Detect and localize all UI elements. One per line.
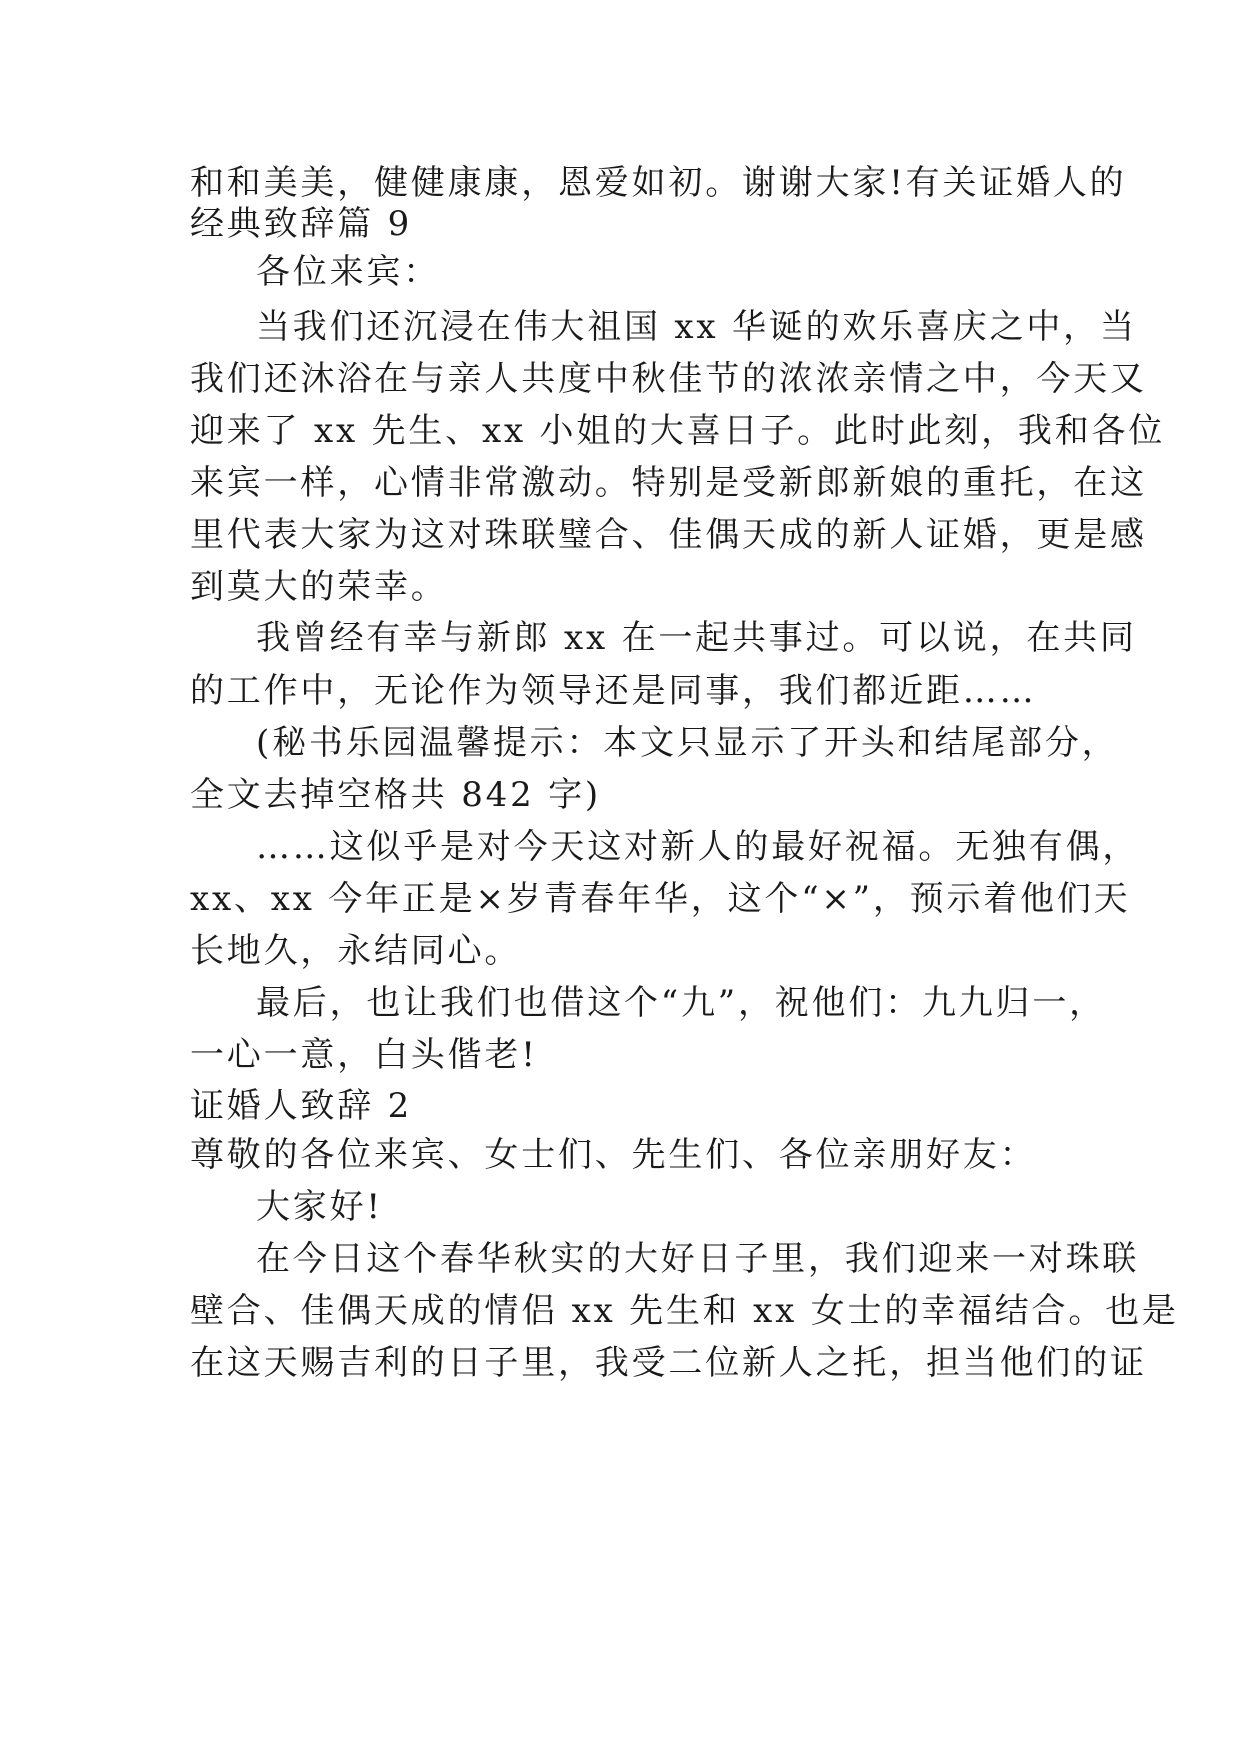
paragraph-line: 一心一意，白头偕老!: [190, 1035, 538, 1075]
section-heading: 证婚人致辞 2: [190, 1086, 413, 1126]
paragraph-line: 长地久，永结同心。: [190, 931, 522, 971]
paragraph-line: 壁合、佳偶天成的情侣 xx 先生和 xx 女士的幸福结合。也是: [190, 1291, 1179, 1331]
paragraph-line: 里代表大家为这对珠联璧合、佳偶天成的新人证婚，更是感: [190, 515, 1147, 555]
salutation: 各位来宾：: [256, 252, 440, 292]
paragraph-line: 在这天赐吉利的日子里，我受二位新人之托，担当他们的证: [190, 1343, 1147, 1383]
paragraph-line: ……这似乎是对今天这对新人的最好祝福。无独有偶，: [256, 827, 1140, 867]
paragraph-line: 来宾一样，心情非常激动。特别是受新郎新娘的重托，在这: [190, 463, 1147, 503]
paragraph-line: 和和美美，健健康康，恩爱如初。谢谢大家!有关证婚人的: [190, 163, 1127, 203]
notice-line: 全文去掉空格共 842 字): [190, 775, 601, 815]
paragraph-line: 我们还沐浴在与亲人共度中秋佳节的浓浓亲情之中，今天又: [190, 359, 1147, 399]
paragraph-line: 当我们还沉浸在伟大祖国 xx 华诞的欢乐喜庆之中，当: [256, 307, 1137, 347]
paragraph-line: 最后，也让我们也借这个“九”，祝他们：九九归一，: [256, 983, 1106, 1023]
paragraph-line: xx、xx 今年正是×岁青春年华，这个“×”，预示着他们天: [190, 879, 1131, 919]
paragraph-line: 我曾经有幸与新郎 xx 在一起共事过。可以说，在共同: [256, 618, 1137, 658]
paragraph-line: 迎来了 xx 先生、xx 小姐的大喜日子。此时此刻，我和各位: [190, 411, 1166, 451]
paragraph-line: 到莫大的荣幸。: [190, 567, 448, 607]
paragraph-line: 的工作中，无论作为领导还是同事，我们都近距……: [190, 671, 1037, 711]
section-heading: 经典致辞篇 9: [190, 204, 413, 244]
greeting: 大家好!: [256, 1187, 383, 1227]
paragraph-line: 在今日这个春华秋实的大好日子里，我们迎来一对珠联: [256, 1239, 1140, 1279]
salutation: 尊敬的各位来宾、女士们、先生们、各位亲朋好友：: [190, 1135, 1037, 1175]
notice-line: (秘书乐园温馨提示：本文只显示了开头和结尾部分，: [256, 723, 1119, 763]
